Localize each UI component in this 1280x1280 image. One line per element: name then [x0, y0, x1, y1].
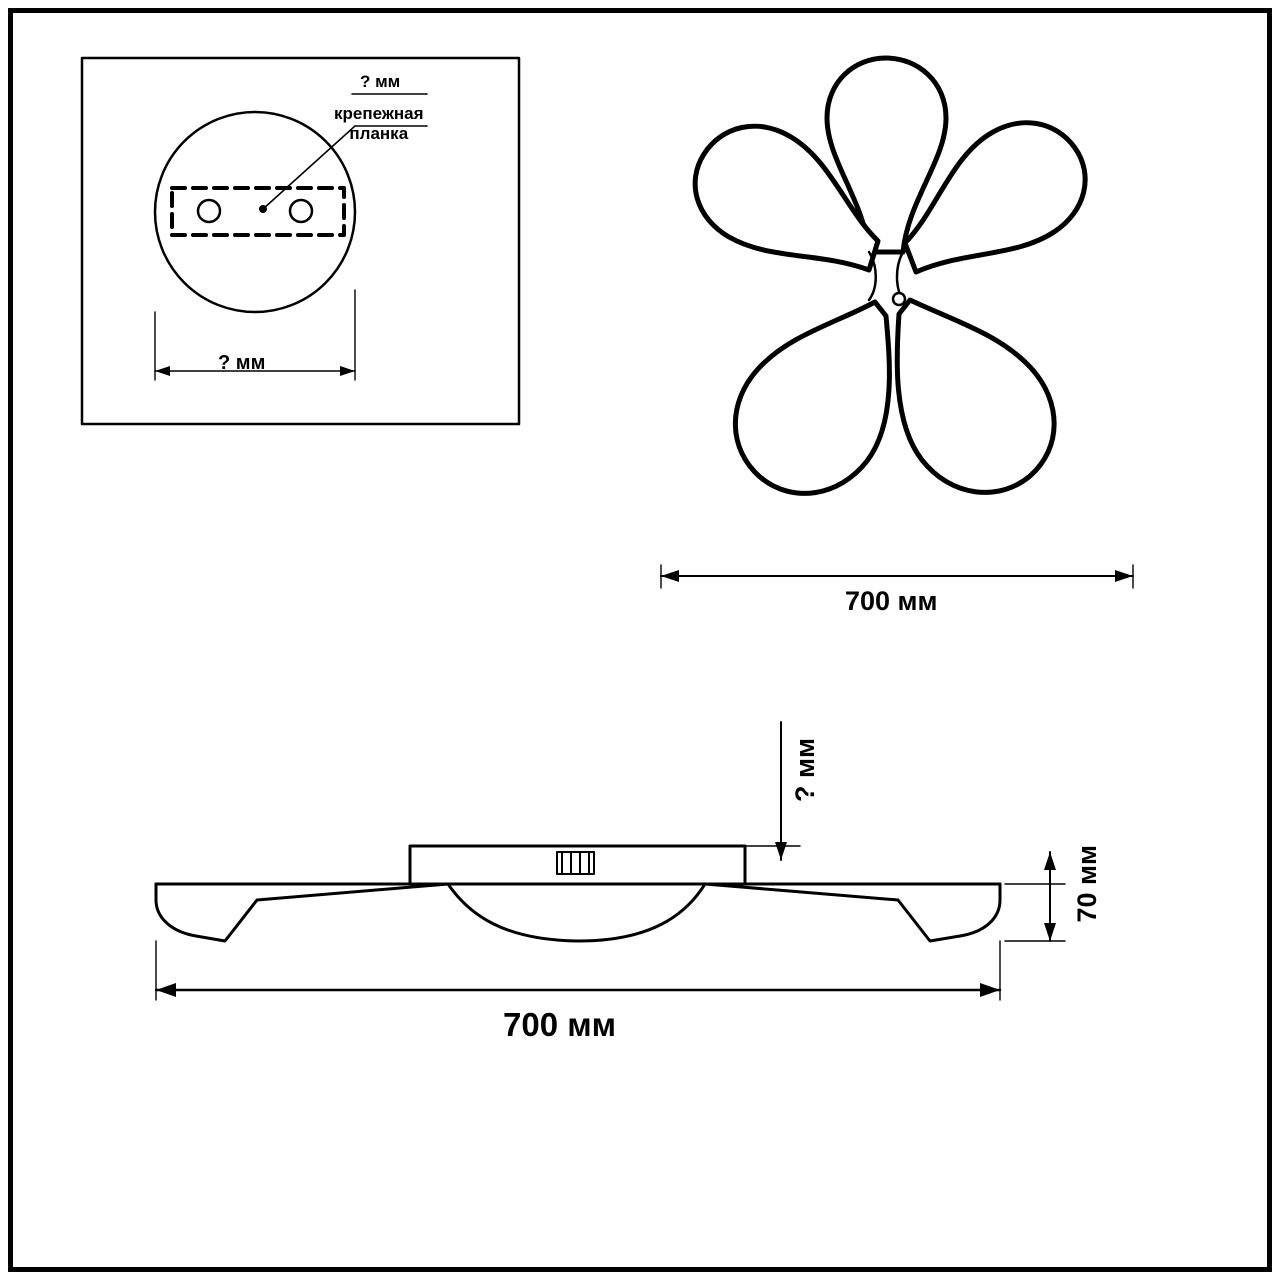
mounting-plate-name-label: [334, 104, 424, 143]
mounting-plate-name-line1: крепежная: [334, 104, 424, 123]
mount-gap-label: ? мм: [790, 738, 820, 802]
top-view-width-label: 700 мм: [845, 586, 938, 616]
base-diameter-label: ? мм: [218, 352, 266, 374]
top-view-flower: [661, 58, 1133, 588]
mounting-detail-view: [82, 58, 519, 424]
side-view: [156, 722, 1065, 1000]
mounting-plate-dimension-label: ? мм: [360, 72, 401, 91]
mounting-plate-name-line2: планка: [349, 123, 409, 143]
fixture-height-label: 70 мм: [1072, 845, 1102, 923]
side-view-width-label: 700 мм: [503, 1006, 617, 1043]
